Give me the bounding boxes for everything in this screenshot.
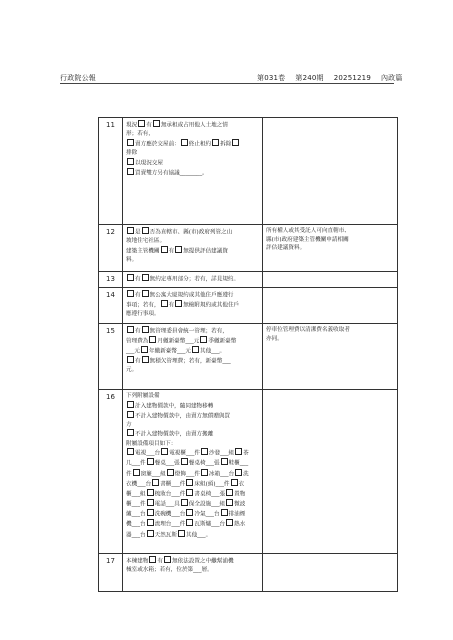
section-label: 內政篇 (380, 74, 403, 82)
disclosure-table (98, 117, 398, 592)
checkbox-icon (127, 139, 134, 146)
checkbox-icon (127, 290, 134, 297)
content-line: 事項；若有， 有 無檢附規約或其他住戶 (126, 300, 259, 310)
content-line: 管理費為 月繳新臺幣___元 季繳新臺幣 (126, 336, 259, 346)
content-line: 有 無積欠管理費；若有，新臺幣___ (126, 356, 259, 366)
checkbox-icon (141, 346, 148, 353)
table-row (99, 323, 398, 389)
table-row (99, 272, 398, 288)
content-line: 爐___台 洗碗機___台 冷氣___台 排油煙 (126, 509, 259, 519)
content-line: 機___台 流理台___件 瓦斯爐___台 熱水 (126, 519, 259, 529)
checkbox-icon (153, 120, 160, 127)
checkbox-icon (142, 227, 149, 234)
content-line: 以現況交屋 (126, 158, 259, 168)
checkbox-icon (147, 499, 154, 506)
item-content (123, 287, 263, 323)
checkbox-icon (175, 300, 182, 307)
content-line: 下列附屬設備 (126, 392, 160, 399)
note-line: 亦同。 (266, 335, 283, 342)
note-line: 停車位管理費以清潔費名義收取者 (266, 326, 350, 333)
checkbox-icon (142, 274, 149, 281)
table-row (99, 225, 398, 272)
content-line: 建築主管機關 有 無提供評估建議資 (126, 246, 259, 256)
checkbox-icon (178, 530, 185, 537)
item-note (263, 389, 398, 553)
item-number: 13 (99, 272, 123, 288)
table-row (99, 553, 398, 591)
content-line: 電視___台 電視櫃___件 沙發___組 茶 (126, 448, 259, 458)
content-line: 櫃___件 電話___具 保全設施___組 微波 (126, 499, 259, 509)
item-content (123, 272, 263, 288)
checkbox-icon (147, 458, 154, 465)
content-line: 排除 (126, 149, 138, 156)
checkbox-icon (181, 139, 188, 146)
item-note (263, 553, 398, 591)
content-line: 櫃___組 梳妝台___件 書桌椅___張 置物 (126, 489, 259, 499)
checkbox-icon (200, 336, 207, 343)
content-line: 現況 有 無承租或占用他人土地之情 (126, 120, 259, 130)
item-number: 14 (99, 287, 123, 323)
date-label: 20251219 (333, 74, 371, 82)
checkbox-icon (235, 469, 242, 476)
content-line: 有 無約定專用部分；若有，詳見規約。 (126, 274, 259, 284)
item-note (263, 118, 398, 225)
checkbox-icon (147, 489, 154, 496)
content-line: 坡地住宅社區。 (126, 238, 166, 245)
content-line: ___元 年繳新臺幣___元 其他___。 (126, 346, 259, 356)
item-content (123, 118, 263, 225)
checkbox-icon (226, 499, 233, 506)
checkbox-icon (161, 448, 168, 455)
item-number: 12 (99, 225, 123, 272)
note-line: 縣(市)政府建築主管機關申請相關 (266, 236, 349, 243)
item-note (263, 287, 398, 323)
issue-info (257, 73, 403, 83)
volume-label: 第031卷 (257, 74, 286, 82)
checkbox-icon (192, 346, 199, 353)
table-row (99, 287, 398, 323)
checkbox-icon (235, 448, 242, 455)
item-content (123, 553, 263, 591)
checkbox-icon (147, 509, 154, 516)
checkbox-icon (201, 448, 208, 455)
item-note (263, 323, 398, 389)
checkbox-icon (133, 469, 140, 476)
checkbox-icon (161, 300, 168, 307)
checkbox-icon (127, 274, 134, 281)
checkbox-icon (142, 290, 149, 297)
item-note (263, 272, 398, 288)
table-row (99, 389, 398, 553)
content-line: 衣機___台 書櫃___件 床組(頭)___件 衣 (126, 479, 259, 489)
checkbox-icon (186, 489, 193, 496)
content-line: 買賣雙方另有協議________。 (126, 168, 259, 178)
content-line: 不計入建物價款中，由賣方搬離 (126, 429, 259, 439)
content-line: 械室或水箱；若有，位於第___層。 (126, 567, 213, 573)
content-line: 附屬設備項目如下： (126, 440, 177, 447)
publication-title: 行政院公報 (60, 74, 96, 82)
checkbox-icon (175, 246, 182, 253)
checkbox-icon (231, 479, 238, 486)
checkbox-icon (232, 139, 239, 146)
checkbox-icon (127, 326, 134, 333)
checkbox-icon (127, 448, 134, 455)
checkbox-icon (201, 469, 208, 476)
checkbox-icon (186, 509, 193, 516)
checkbox-icon (142, 326, 149, 333)
content-line: 計入建物價款中，隨同建物移轉 (126, 401, 259, 411)
content-line: 賣方應於交屋前： 終止租約 拆除 (126, 139, 259, 149)
checkbox-icon (212, 139, 219, 146)
header-rule (60, 83, 394, 84)
item-content (123, 389, 263, 553)
item-number: 15 (99, 323, 123, 389)
checkbox-icon (127, 401, 134, 408)
item-number: 16 (99, 389, 123, 553)
checkbox-icon (127, 158, 134, 165)
item-number: 11 (99, 118, 123, 225)
checkbox-icon (149, 556, 156, 563)
checkbox-icon (127, 411, 134, 418)
item-content (123, 323, 263, 389)
checkbox-icon (226, 489, 233, 496)
content-line: 應遵行事項。 (126, 311, 160, 318)
checkbox-icon (167, 469, 174, 476)
checkbox-icon (127, 429, 134, 436)
content-line: 方 (126, 421, 132, 428)
checkbox-icon (161, 246, 168, 253)
checkbox-icon (186, 479, 193, 486)
content-line: 几___件 餐桌___張 餐桌椅___張 鞋櫃___ (126, 458, 259, 468)
checkbox-icon (147, 519, 154, 526)
checkbox-icon (127, 227, 134, 234)
item-number: 17 (99, 553, 123, 591)
checkbox-icon (127, 356, 134, 363)
checkbox-icon (186, 519, 193, 526)
checkbox-icon (127, 168, 134, 175)
checkbox-icon (149, 336, 156, 343)
content-line: 料。 (126, 256, 138, 263)
content-line: 形；若有， (126, 131, 154, 138)
content-line: 件 窗簾___組 燈飾___件 冰箱___台 洗 (126, 469, 259, 479)
content-line: 本棟建物 有 無依法設置之中繼幫浦機 (126, 556, 259, 566)
checkbox-icon (221, 509, 228, 516)
checkbox-icon (164, 556, 171, 563)
checkbox-icon (221, 458, 228, 465)
checkbox-icon (147, 530, 154, 537)
content-line: 不計入建物價款中，由賣方無償贈與買 (126, 411, 259, 421)
item-note (263, 225, 398, 272)
note-line: 評估建議資料。 (266, 245, 306, 252)
checkbox-icon (142, 356, 149, 363)
table-row (99, 118, 398, 225)
checkbox-icon (181, 499, 188, 506)
item-content (123, 225, 263, 272)
content-line: 是 否為直轄市、縣(市)政府列管之山 (126, 227, 259, 237)
content-line: 有 無公寓大廈規約或其他住戶應遵行 (126, 290, 259, 300)
checkbox-icon (138, 120, 145, 127)
table-body (99, 118, 398, 592)
checkbox-icon (181, 458, 188, 465)
content-line: 元。 (126, 367, 138, 374)
checkbox-icon (226, 519, 233, 526)
issue-label: 第240期 (295, 74, 324, 82)
content-line: 有 無管理委員會統一管理；若有， (126, 326, 259, 336)
content-line: 器___台 天然瓦斯 其他___。 (126, 530, 259, 540)
note-line: 所有權人或其受託人可向直轄市、 (266, 228, 350, 234)
checkbox-icon (152, 479, 159, 486)
